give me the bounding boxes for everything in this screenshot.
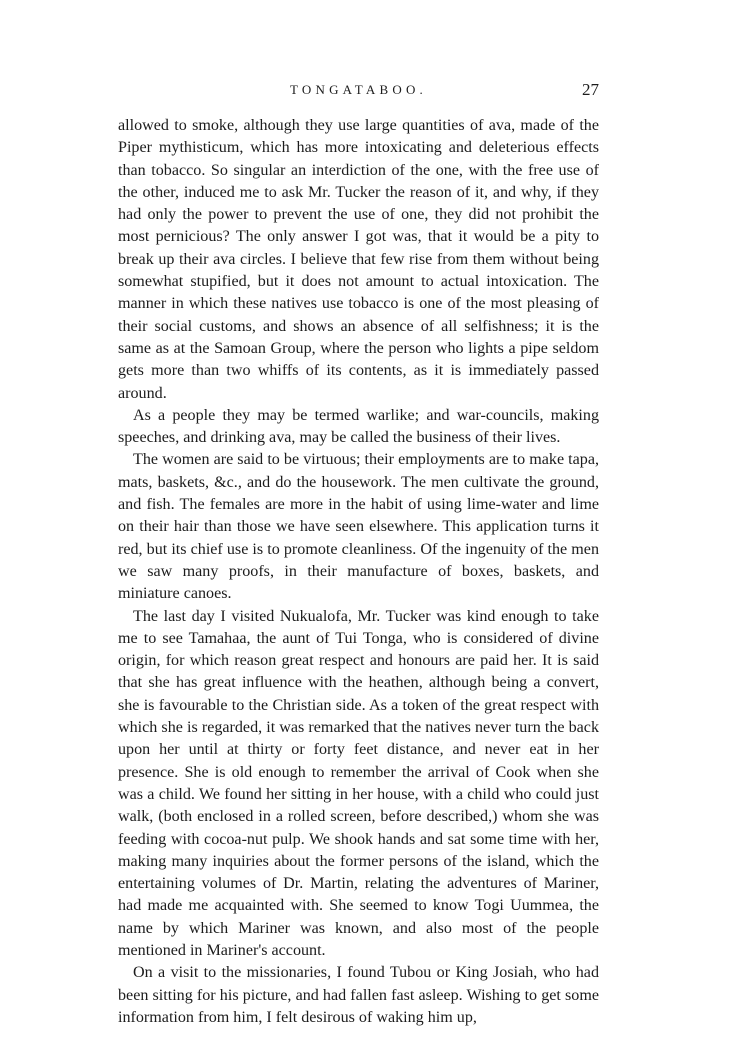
page-number: 27 bbox=[582, 80, 599, 99]
paragraph-visit-tamahaa: The last day I visited Nukualofa, Mr. Tucker was kind enough to take me to see Tamahaa, the aunt of Tui Tonga, who is considered of divine origin, for which reason great respect and honours are paid her. It is said that she has great influence with the heathen, although being a convert, she is favourable to the Christian side. As a token of the great respect with which she is regarded, it was remarked that the natives never turn the back upon her until at thirty or forty feet distance, and never eat in her presence. She is old enough to remember the arrival of Cook when she was a child. We found her sitting in her house, with a child who could just walk, (both enclosed in a rolled screen, before described,) whom she was feeding with cocoa-nut pulp. We shook hands and sat some time with her, making many inquiries about the former persons of the island, which the entertaining volumes of Dr. Martin, relating the adventures of Mariner, had made me acquainted with. She seemed to know Togi Uummea, the name by which Mariner was known, and also most of the people mentioned in Mariner's account. bbox=[118, 607, 599, 959]
paragraph-warlike-people: As a people they may be termed warlike; and war-councils, making speeches, and drinking ava, may be called the business of their lives. bbox=[118, 406, 599, 447]
body-text bbox=[118, 115, 599, 1029]
running-head bbox=[118, 80, 599, 104]
paragraph-women-employments: The women are said to be virtuous; their employments are to make tapa, mats, baskets, &c., and do the housework. The men cultivate the ground, and fish. The females are more in the habit of using lime-water and lime on their hair than those we have seen elsewhere. This application turns it red, but its chief use is to promote cleanliness. Of the ingenuity of the men we saw many proofs, in their manufacture of boxes, baskets, and miniature canoes. bbox=[118, 451, 599, 603]
paragraph-ava-and-tobacco: allowed to smoke, although they use large quantities of ava, made of the Piper mythisticum, which has more intoxicating and deleterious effects than tobacco. So singular an interdiction of the one, with the free use of the other, induced me to ask Mr. Tucker the reason of it, and why, if they had only the power to prevent the use of one, they did not prohibit the most pernicious? The only answer I got was, that it would be a pity to break up their ava circles. I believe that few rise from them without being somewhat stupified, but it does not amount to actual intoxication. The manner in which these natives use tobacco is one of the most pleasing of their social customs, and shows an absence of all selfishness; it is the same as at the Samoan Group, where the person who lights a pipe seldom gets more than two whiffs of its contents, as it is immediately passed around. bbox=[118, 117, 599, 402]
paragraph-king-josiah: On a visit to the missionaries, I found Tubou or King Josiah, who had been sitting for his picture, and had fallen fast asleep. Wishing to get some information from him, I felt desirous of waking him up, bbox=[118, 964, 599, 1026]
running-title: TONGATABOO. bbox=[289, 82, 427, 97]
